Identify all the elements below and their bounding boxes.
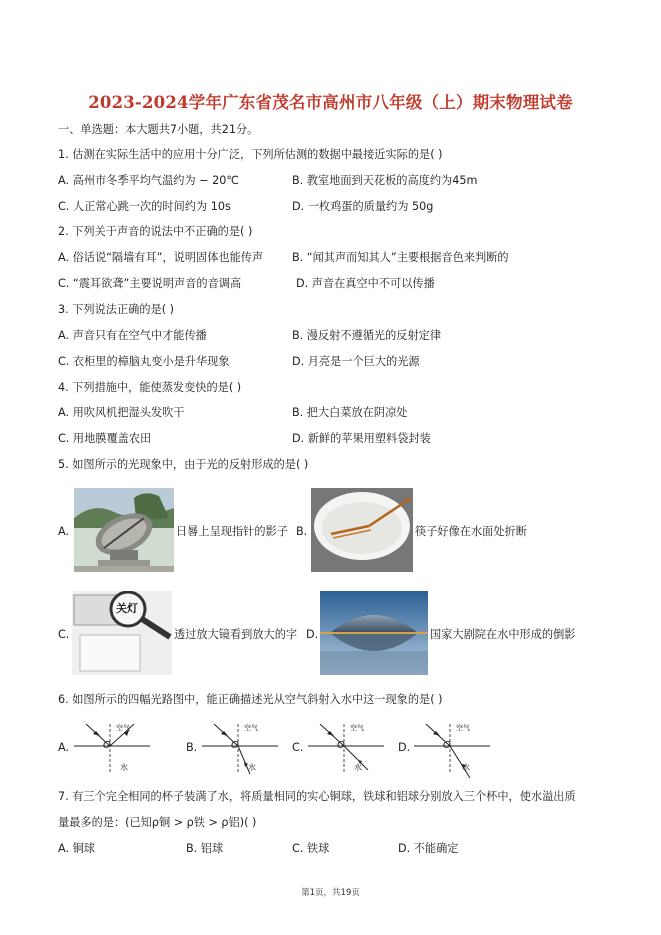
diagram-b-water-label: 水 [248, 763, 256, 772]
sundial-photo[interactable] [74, 488, 174, 572]
diagram-c-o-label: O [337, 740, 345, 751]
question-5-option-b-text: 筷子好像在水面处折断 [415, 525, 527, 538]
question-1-option-c[interactable]: C. 人正常心跳一次的时间约为 10s [58, 200, 231, 213]
diagram-a-o-label: O [103, 740, 111, 751]
question-2-option-c[interactable]: C. “震耳欲聋”主要说明声音的音调高 [58, 277, 242, 290]
question-7-option-c[interactable]: C. 铁球 [292, 842, 330, 855]
question-5-option-d-letter[interactable]: D. [306, 628, 319, 641]
question-5-option-d-text: 国家大剧院在水中形成的倒影 [430, 628, 576, 641]
question-3-stem: 3. 下列说法正确的是( ) [58, 303, 175, 316]
diagram-a-water-label: 水 [120, 763, 128, 772]
question-5-option-b-letter[interactable]: B. [296, 525, 308, 538]
question-2-option-d[interactable]: D. 声音在真空中不可以传播 [296, 277, 435, 290]
diagram-c-water-label: 水 [354, 763, 362, 772]
diagram-d-air-label: 空气 [456, 724, 470, 732]
question-1-option-a[interactable]: A. 高州市冬季平均气温约为 − 20℃ [58, 174, 239, 187]
question-6-option-c[interactable]: C. [292, 741, 304, 754]
magnifier-sign-text: 关灯 [116, 602, 138, 615]
grand-theatre-photo[interactable] [320, 591, 428, 675]
light-path-diagram-b[interactable] [200, 718, 280, 780]
page-title: 2023-2024学年广东省茂名市高州市八年级（上）期末物理试卷 [88, 93, 573, 112]
question-2-stem: 2. 下列关于声音的说法中不正确的是( ) [58, 225, 253, 238]
chopsticks-bowl-photo[interactable] [311, 488, 413, 572]
question-5-stem: 5. 如图所示的光现象中，由于光的反射形成的是( ) [58, 458, 309, 471]
question-3-option-d[interactable]: D. 月亮是一个巨大的光源 [292, 355, 420, 368]
question-1-stem: 1. 估测在实际生活中的应用十分广泛，下列所估测的数据中最接近实际的是( ) [58, 148, 443, 161]
question-5-option-c-letter[interactable]: C. [58, 628, 70, 641]
question-6-option-a[interactable]: A. [58, 741, 70, 754]
question-3-option-b[interactable]: B. 漫反射不遵循光的反射定律 [292, 329, 442, 342]
question-4-option-c[interactable]: C. 用地膜覆盖农田 [58, 432, 152, 445]
question-4-stem: 4. 下列措施中，能使蒸发变快的是( ) [58, 381, 242, 394]
light-path-diagram-a[interactable] [72, 718, 152, 780]
question-5-option-a-text: 日晷上呈现指针的影子 [176, 525, 288, 538]
question-6-stem: 6. 如图所示的四幅光路图中，能正确描述光从空气斜射入水中这一现象的是( ) [58, 693, 443, 706]
question-7-option-b[interactable]: B. 铝球 [186, 842, 224, 855]
section-heading: 一、单选题：本大题共7小题，共21分。 [58, 123, 259, 136]
diagram-d-o-label: O [443, 740, 451, 751]
diagram-a-air-label: 空气 [116, 724, 130, 732]
diagram-c-air-label: 空气 [350, 724, 364, 732]
question-6-option-d[interactable]: D. [398, 741, 411, 754]
question-4-option-d[interactable]: D. 新鲜的苹果用塑料袋封装 [292, 432, 431, 445]
light-path-diagram-d[interactable] [412, 718, 492, 780]
magnifier-photo[interactable] [72, 591, 172, 675]
question-7-option-d[interactable]: D. 不能确定 [398, 842, 459, 855]
question-1-option-d[interactable]: D. 一枚鸡蛋的质量约为 50g [292, 200, 434, 213]
question-7-stem-line-1: 7. 有三个完全相同的杯子装满了水，将质量相同的实心铜球，铁球和铝球分别放入三个杯中，使水溢出质 [58, 790, 576, 803]
question-5-option-a-letter[interactable]: A. [58, 525, 70, 538]
question-3-option-c[interactable]: C. 衣柜里的樟脑丸变小是升华现象 [58, 355, 230, 368]
question-3-option-a[interactable]: A. 声音只有在空气中才能传播 [58, 329, 207, 342]
light-path-diagram-c[interactable] [306, 718, 386, 780]
question-1-option-b[interactable]: B. 教室地面到天花板的高度约为45m [292, 174, 478, 187]
diagram-d-water-label: 水 [462, 763, 470, 772]
question-2-option-b[interactable]: B. “闻其声而知其人”主要根据音色来判断的 [292, 251, 509, 264]
question-7-option-a[interactable]: A. 铜球 [58, 842, 95, 855]
question-2-option-a[interactable]: A. 俗话说“隔墙有耳”，说明固体也能传声 [58, 251, 264, 264]
question-4-option-b[interactable]: B. 把大白菜放在阴凉处 [292, 406, 408, 419]
page-footer: 第1页，共19页 [301, 888, 360, 898]
question-4-option-a[interactable]: A. 用吹风机把湿头发吹干 [58, 406, 185, 419]
question-5-option-c-text: 透过放大镜看到放大的字 [174, 628, 298, 641]
question-6-option-b[interactable]: B. [186, 741, 198, 754]
diagram-b-o-label: O [231, 740, 239, 751]
diagram-b-air-label: 空气 [244, 724, 258, 732]
question-7-stem-line-2: 量最多的是：(已知ρ铜 > ρ铁 > ρ铝)( ) [58, 816, 257, 829]
